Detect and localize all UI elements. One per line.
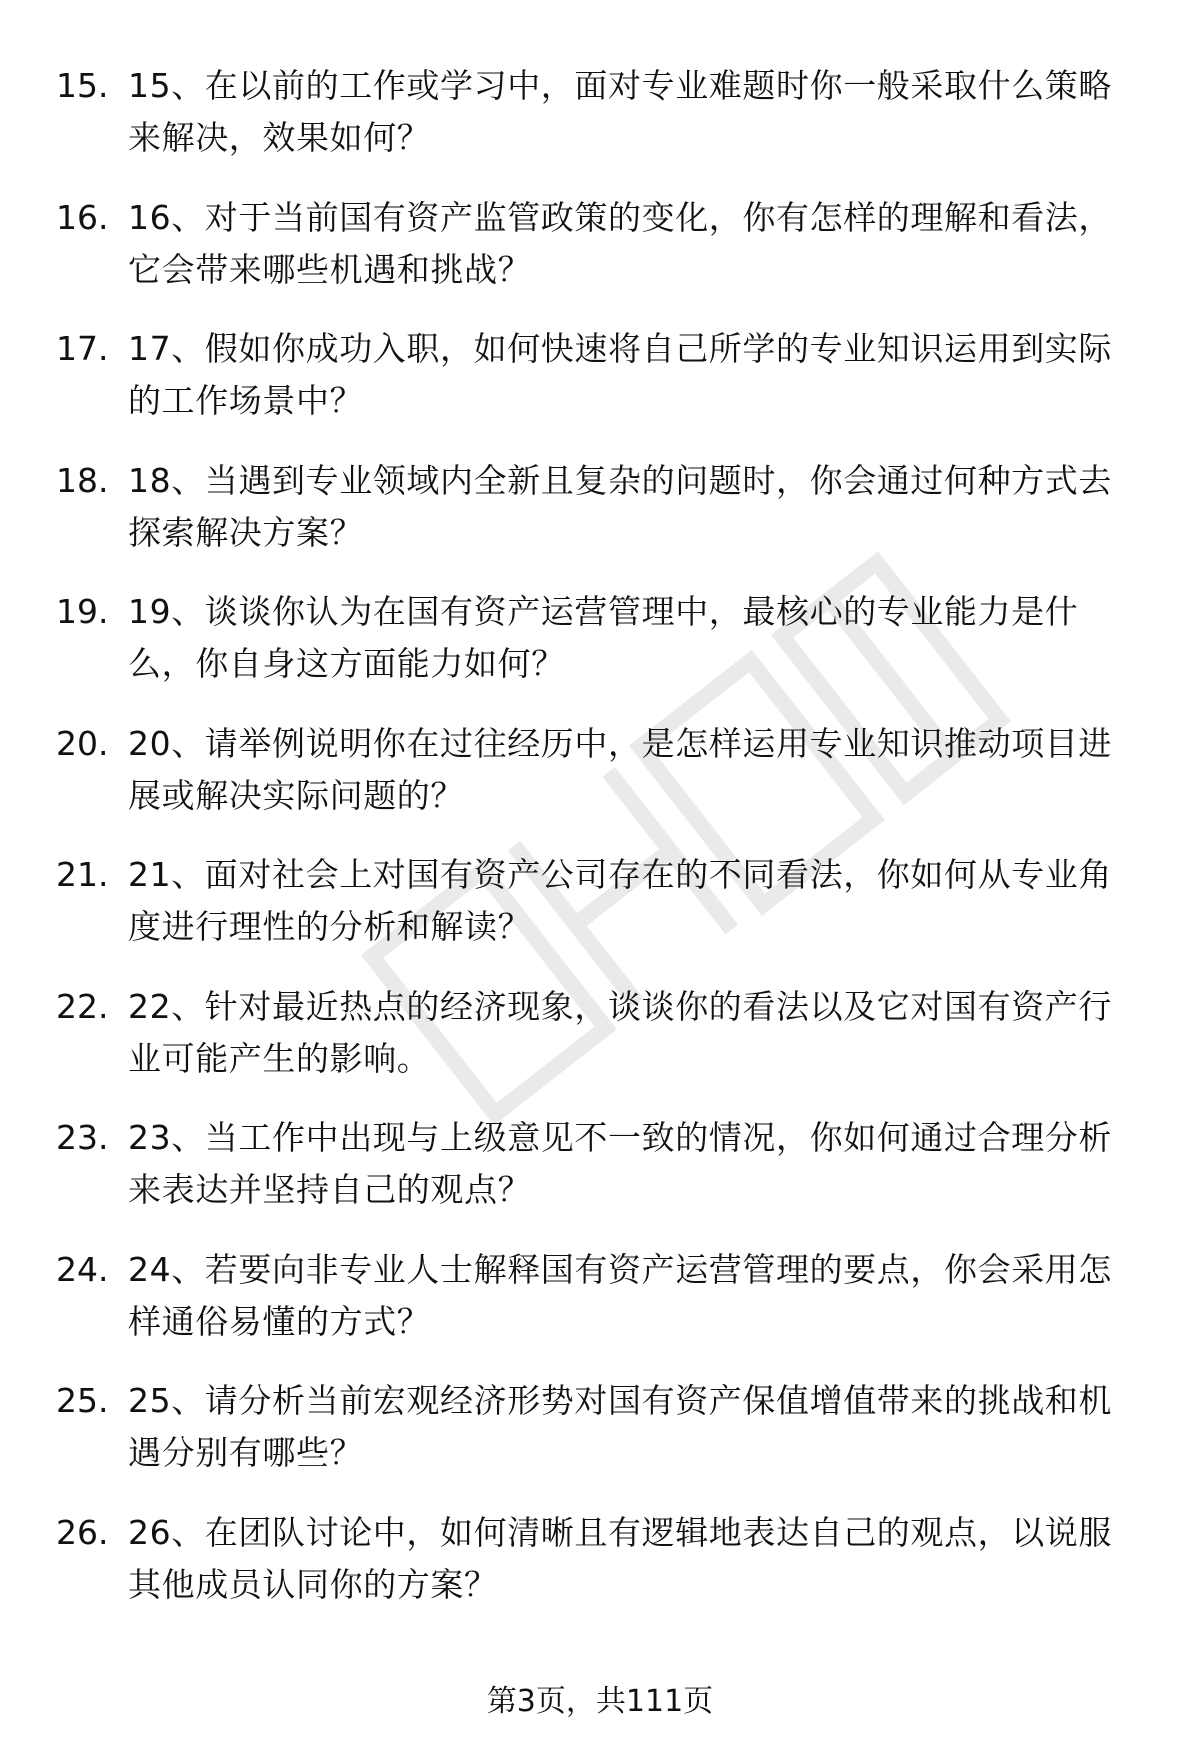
question-number: 16. — [56, 197, 109, 237]
question-item — [0, 1112, 1200, 1244]
question-number: 18. — [56, 460, 109, 500]
question-number: 26. — [56, 1512, 109, 1552]
question-item — [0, 1375, 1200, 1507]
question-text: 18、当遇到专业领域内全新且复杂的问题时，你会通过何种方式去探索解决方案？ — [128, 460, 1112, 552]
question-text: 17、假如你成功入职，如何快速将自己所学的专业知识运用到实际的工作场景中？ — [128, 329, 1112, 420]
page-footer: 第3页，共111页 — [486, 1684, 714, 1719]
question-item — [0, 849, 1200, 981]
question-item — [0, 192, 1200, 324]
question-item — [0, 1244, 1200, 1376]
question-number: 15. — [56, 66, 109, 105]
question-item — [0, 586, 1200, 718]
question-text: 24、若要向非专业人士解释国有资产运营管理的要点，你会采用怎样通俗易懂的方式？ — [128, 1249, 1112, 1341]
question-number: 24. — [56, 1249, 109, 1289]
question-item — [0, 1507, 1200, 1639]
question-number: 22. — [56, 986, 109, 1026]
question-item — [0, 718, 1200, 850]
question-text: 15、在以前的工作或学习中，面对专业难题时你一般采取什么策略来解决，效果如何？ — [128, 66, 1112, 157]
question-list — [0, 60, 1200, 1638]
question-text: 26、在团队讨论中，如何清晰且有逻辑地表达自己的观点，以说服其他成员认同你的方案？ — [128, 1512, 1112, 1604]
question-text: 20、请举例说明你在过往经历中，是怎样运用专业知识推动项目进展或解决实际问题的？ — [128, 723, 1112, 815]
question-text: 22、针对最近热点的经济现象，谈谈你的看法以及它对国有资产行业可能产生的影响。 — [128, 986, 1112, 1078]
question-number: 20. — [56, 723, 109, 763]
question-item — [0, 323, 1200, 455]
question-text: 16、对于当前国有资产监管政策的变化，你有怎样的理解和看法，它会带来哪些机遇和挑战？ — [128, 197, 1112, 289]
question-text: 21、面对社会上对国有资产公司存在的不同看法，你如何从专业角度进行理性的分析和解读？ — [128, 855, 1112, 946]
question-item — [0, 60, 1200, 192]
question-number: 23. — [56, 1118, 109, 1157]
question-number: 25. — [56, 1381, 109, 1420]
question-item — [0, 981, 1200, 1113]
question-text: 19、谈谈你认为在国有资产运营管理中，最核心的专业能力是什么，你自身这方面能力如何？ — [128, 592, 1079, 683]
question-number: 19. — [56, 592, 109, 631]
question-item — [0, 455, 1200, 587]
question-number: 21. — [56, 855, 109, 894]
question-text: 23、当工作中出现与上级意见不一致的情况，你如何通过合理分析来表达并坚持自己的观点？ — [128, 1118, 1112, 1209]
question-text: 25、请分析当前宏观经济形势对国有资产保值增值带来的挑战和机遇分别有哪些？ — [128, 1381, 1112, 1472]
question-number: 17. — [56, 329, 109, 368]
